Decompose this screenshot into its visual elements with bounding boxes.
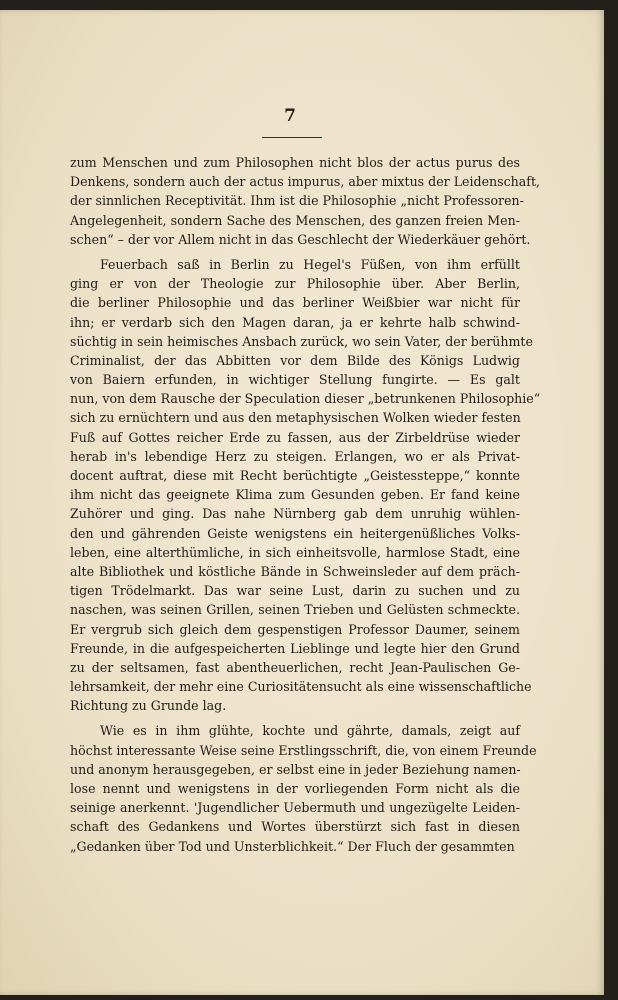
text-line: Angelegenheit, sondern Sache des Menschen, des ganzen freien Men- [70, 212, 520, 228]
text-line: lose nennt und wenigstens in der vorliegenden Form nicht als die [70, 781, 520, 796]
text-line: docent auftrat, diese mit Recht berüchtigte „Geistessteppe,“ konnte [70, 468, 520, 483]
text-line: sich zu ernüchtern und aus den metaphysischen Wolken wieder festen [70, 410, 521, 426]
text-line: tigen Trödelmarkt. Das war seine Lust, darin zu suchen und zu [70, 583, 520, 599]
text-line: leben, eine alterthümliche, in sich einheitsvolle, harmlose Stadt, eine [70, 544, 520, 560]
text-line: zum Menschen und zum Philosophen nicht blos der actus purus des [70, 155, 520, 170]
text-line: Criminalist, der das Abbitten vor dem Bilde des Königs Ludwig [70, 352, 520, 368]
text-line: schaft des Gedankens und Wortes überstürzt sich fast in diesen [70, 819, 520, 835]
text-line: nun, von dem Rausche der Speculation dieser „betrunkenen Philosophie“ [70, 391, 541, 407]
text-line: Feuerbach saß in Berlin zu Hegel's Füßen, von ihm erfüllt [100, 256, 520, 272]
text-line: alte Bibliothek und köstliche Bände in Schweinsleder auf dem präch- [70, 563, 520, 579]
text-line: Er vergrub sich gleich dem gespenstigen Professor Daumer, seinem [70, 621, 520, 637]
text-line: der sinnlichen Receptivität. Ihm ist die Philosophie „nicht Professoren- [70, 193, 524, 209]
text-line: höchst interessante Weise seine Erstlingsschrift, die, von einem Freunde [70, 742, 537, 758]
paragraph [70, 153, 541, 249]
text-line: herab in's lebendige Herz zu steigen. Erlangen, wo er als Privat- [70, 448, 520, 464]
text-line: Richtung zu Grunde lag. [70, 698, 227, 714]
text-line: zu der seltsamen, fast abentheuerlichen, recht Jean-Paulischen Ge- [70, 659, 520, 675]
paragraph [70, 721, 537, 855]
text-line: Fuß auf Gottes reicher Erde zu fassen, aus der Zirbeldrüse wieder [70, 429, 520, 445]
text-line: Wie es in ihm glühte, kochte und gährte, damals, zeigt auf [100, 723, 520, 739]
text-line: die berliner Philosophie und das berliner Weißbier war nicht für [70, 295, 520, 311]
text-line: Denkens, sondern auch der actus impurus, aber mixtus der Leidenschaft, [70, 174, 541, 190]
text-line: seinige anerkennt. 'Jugendlicher Uebermuth und ungezügelte Leiden- [70, 800, 520, 816]
text-line: Freunde, in die aufgespeicherten Lieblinge und legte hier den Grund [70, 640, 520, 656]
text-line: ihn; er verdarb sich den Magen daran, ja er kehrte halb schwind- [70, 314, 520, 330]
text-line: von Baiern erfunden, in wichtiger Stellung fungirte. — Es galt [70, 372, 520, 388]
paragraph [70, 255, 541, 716]
text-line: schen“ – der vor Allem nicht in das Geschlecht der Wiederkäuer gehört. [70, 231, 531, 247]
text-line: lehrsamkeit, der mehr eine Curiositätensucht als eine wissenschaftliche [70, 679, 532, 695]
body-text [70, 153, 541, 856]
text-line: ging er von der Theologie zur Philosophie über. Aber Berlin, [70, 276, 520, 292]
text-line: Zuhörer und ging. Das nahe Nürnberg gab dem unruhig wühlen- [70, 506, 520, 522]
text-line: süchtig in sein heimisches Ansbach zurück, wo sein Vater, der berühmte [70, 333, 533, 349]
text-line: naschen, was seinen Grillen, seinen Trieben und Gelüsten schmeckte. [70, 602, 520, 618]
text-line: und anonym herausgegeben, er selbst eine in jeder Beziehung namen- [70, 761, 521, 777]
header-rule [262, 137, 322, 138]
text-line: ihm nicht das geeignete Klima zum Gesunden geben. Er fand keine [70, 487, 520, 503]
text-line: den und gährenden Geiste wenigstens ein heitergenüßliches Volks- [70, 525, 520, 541]
book-page [0, 10, 604, 995]
page-number: 7 [284, 106, 296, 126]
text-line: „Gedanken über Tod und Unsterblichkeit.“ Der Fluch der gesammten [70, 838, 515, 854]
